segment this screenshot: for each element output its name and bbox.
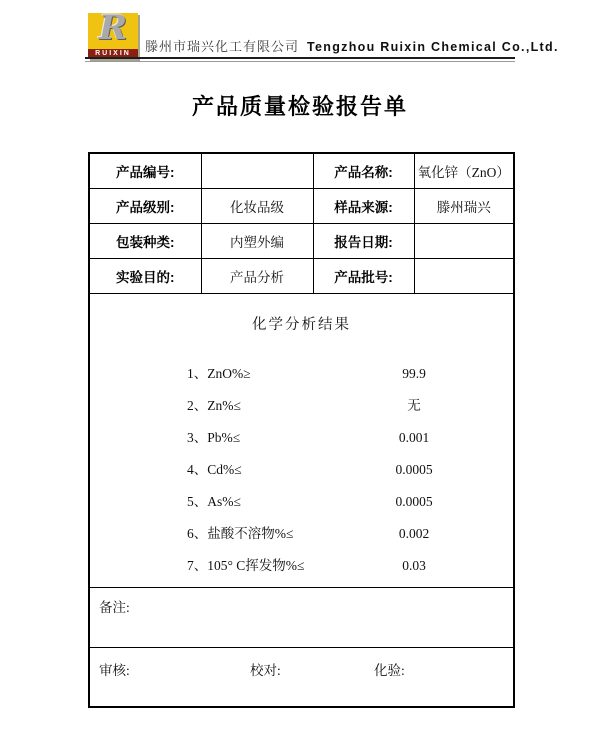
- analysis-item-value: 0.001: [398, 429, 430, 445]
- analysis-item-value: 无: [407, 397, 421, 413]
- table-row: [89, 188, 514, 223]
- table-row: [89, 258, 514, 293]
- analysis-item-pb: [90, 422, 513, 454]
- company-name-line: [145, 36, 559, 56]
- signature-wrap: [90, 648, 513, 707]
- field-label-test-purpose: 实验目的:: [89, 258, 201, 293]
- signature-review-label: 审核:: [99, 662, 130, 678]
- table-row: [89, 153, 514, 188]
- analysis-item-name: 1、ZnO%≥: [187, 365, 251, 381]
- analysis-row: [89, 293, 514, 587]
- field-value-package-type: 内塑外编: [201, 223, 313, 258]
- analysis-item-name: 6、盐酸不溶物%≤: [187, 525, 294, 541]
- field-label-product-grade: 产品级别:: [89, 188, 201, 223]
- field-label-report-date: 报告日期:: [313, 223, 414, 258]
- analysis-item-value: 0.0005: [395, 493, 433, 509]
- analysis-item-cd: [90, 454, 513, 486]
- field-value-product-grade: 化妆品级: [201, 188, 313, 223]
- letterhead: [85, 0, 559, 62]
- remarks-row: [89, 587, 514, 647]
- field-value-batch-no: [414, 258, 514, 293]
- field-value-sample-source: 滕州瑞兴: [414, 188, 514, 223]
- analysis-item-hcl-insoluble: [90, 518, 513, 550]
- analysis-item-zn: [90, 390, 513, 422]
- analysis-item-name: 4、Cd%≤: [187, 461, 242, 477]
- analysis-item-value: 99.9: [402, 365, 426, 381]
- field-value-test-purpose: 产品分析: [201, 258, 313, 293]
- table-row: [89, 223, 514, 258]
- analysis-section: [89, 293, 514, 587]
- signature-proofread-label: 校对:: [250, 662, 281, 678]
- company-name-chinese: 滕州市瑞兴化工有限公司: [145, 39, 300, 54]
- company-logo: [88, 8, 138, 59]
- signature-test-label: 化验:: [374, 662, 405, 678]
- analysis-item-volatiles: [90, 550, 513, 582]
- field-value-report-date: [414, 223, 514, 258]
- field-label-product-name: 产品名称:: [313, 153, 414, 188]
- analysis-item-value: 0.03: [402, 557, 426, 573]
- company-name-english: Tengzhou Ruixin Chemical Co.,Ltd.: [307, 40, 559, 54]
- report-table: [88, 152, 515, 708]
- analysis-item-name: 2、Zn%≤: [187, 397, 241, 413]
- field-value-product-no: [201, 153, 313, 188]
- field-label-batch-no: 产品批号:: [313, 258, 414, 293]
- analysis-item-name: 7、105° C挥发物%≤: [187, 557, 305, 573]
- analysis-item-name: 5、As%≤: [187, 493, 241, 509]
- field-value-product-name: 氧化锌（ZnO）: [414, 153, 514, 188]
- page-title: 产品质量检验报告单: [191, 94, 408, 119]
- signature-row: [89, 647, 514, 707]
- field-label-sample-source: 样品来源:: [313, 188, 414, 223]
- field-label-product-no: 产品编号:: [89, 153, 201, 188]
- analysis-item-as: [90, 486, 513, 518]
- logo-brand-band: RUIXIN: [88, 49, 138, 59]
- analysis-item-value: 0.002: [398, 525, 430, 541]
- remarks-section: 备注:: [89, 587, 514, 647]
- analysis-item-name: 3、Pb%≤: [187, 429, 241, 445]
- analysis-item-value: 0.0005: [395, 461, 433, 477]
- logo-r-glyph: R: [98, 8, 128, 48]
- analysis-item-zno: [90, 358, 513, 390]
- signature-section: [89, 647, 514, 707]
- analysis-heading: 化学分析结果: [252, 316, 351, 333]
- header-divider: [85, 57, 515, 62]
- field-label-package-type: 包装种类:: [89, 223, 201, 258]
